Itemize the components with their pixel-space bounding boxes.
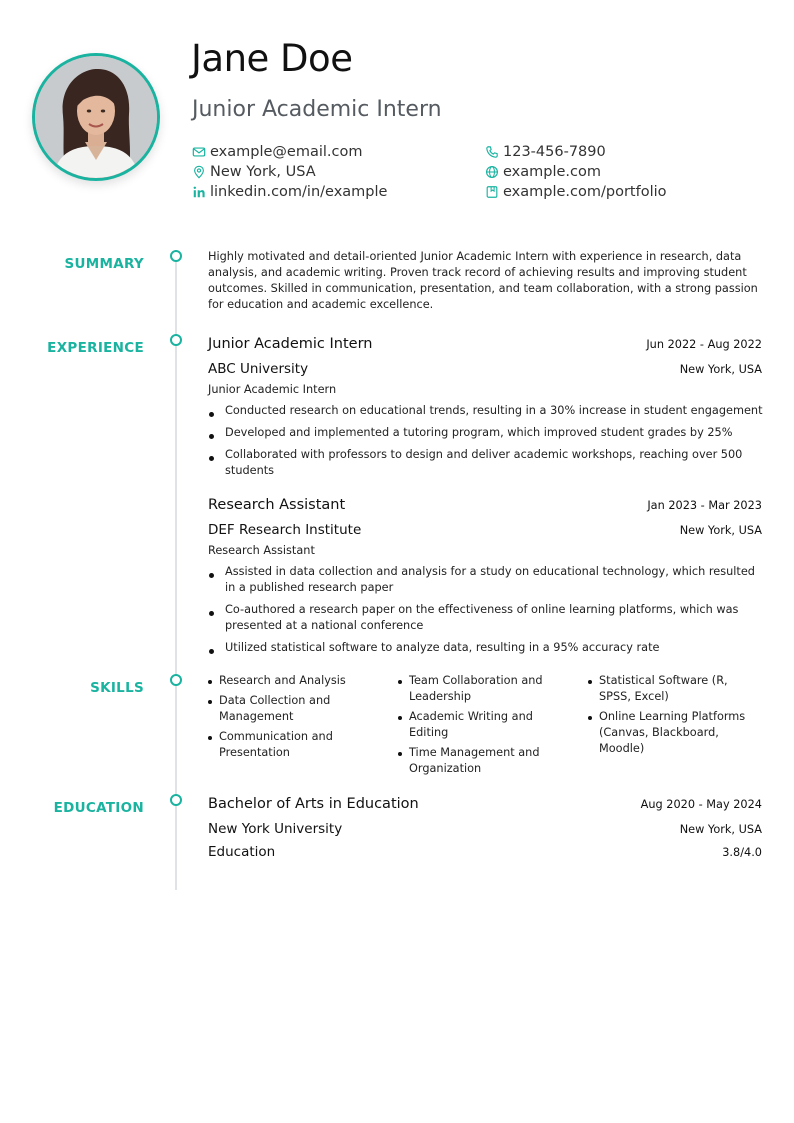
globe-icon [485,165,499,179]
achievement-item: Utilized statistical software to analyze data, resulting in a 95% accuracy rate [208,640,764,656]
skill-item: Online Learning Platforms (Canvas, Blackboard, Moodle) [588,709,753,757]
summary-timeline-dot [170,250,182,262]
gpa: 3.8/4.0 [722,846,762,859]
job-achievements [208,403,764,485]
education-dates: Aug 2020 - May 2024 [640,798,762,811]
candidate-name: Jane Doe [191,37,353,80]
education-timeline-dot [170,794,182,806]
section-heading-summary: SUMMARY [64,256,144,272]
skills-timeline-dot [170,674,182,686]
degree-title: Bachelor of Arts in Education [208,796,419,812]
skills-column-1 [208,673,373,765]
portrait-illustration [35,56,157,178]
location-text: New York, USA [210,164,316,180]
website-text: example.com [503,164,601,180]
experience-timeline-dot [170,334,182,346]
contact-location [192,162,316,182]
candidate-title: Junior Academic Intern [192,97,442,122]
map-pin-icon [192,165,206,179]
achievement-item: Co-authored a research paper on the effectiveness of online learning platforms, which was presented at a national conference [208,602,764,634]
skill-item: Research and Analysis [208,673,373,689]
summary-text: Highly motivated and detail-oriented Junior Academic Intern with experience in research, data analysis, and academic writing. Proven track record of achieving results and improving student outcomes. Skilled in communication, presentation, and team collaboration, with a strong passion for education and academic excellence. [208,250,758,311]
company-name: DEF Research Institute [208,522,362,538]
school-location: New York, USA [679,823,762,836]
job-title: Junior Academic Intern [208,336,373,352]
section-heading-education: EDUCATION [53,800,144,816]
contact-phone[interactable] [485,142,606,162]
section-heading-skills: SKILLS [90,680,144,696]
phone-text: 123-456-7890 [503,144,606,160]
job-role: Research Assistant [208,544,315,557]
job-dates: Jan 2023 - Mar 2023 [647,499,762,512]
linkedin-text: linkedin.com/in/example [210,184,388,200]
achievement-item: Conducted research on educational trends, resulting in a 30% increase in student engagement [208,403,764,419]
portfolio-text: example.com/portfolio [503,184,667,200]
bookmark-icon [485,185,499,199]
skill-item: Academic Writing and Editing [398,709,563,741]
contact-email[interactable] [192,142,362,162]
job-location: New York, USA [679,524,762,537]
company-name: ABC University [208,361,309,377]
skill-item: Communication and Presentation [208,729,373,761]
mail-icon [192,145,206,159]
phone-icon [485,145,499,159]
contact-linkedin[interactable] [192,182,387,202]
linkedin-icon [192,185,206,199]
skills-column-3 [588,673,753,761]
achievement-item: Collaborated with professors to design and deliver academic workshops, reaching over 500 students [208,447,764,479]
field-of-study: Education [208,844,276,860]
job-role: Junior Academic Intern [208,383,337,396]
email-text: example@email.com [210,144,363,160]
skill-item: Time Management and Organization [398,745,563,777]
skills-column-2 [398,673,563,781]
school-name: New York University [208,821,343,837]
profile-photo [32,53,160,181]
achievement-item: Assisted in data collection and analysis for a study on educational technology, which resulted in a published research paper [208,564,764,596]
job-title: Research Assistant [208,497,346,513]
skill-item: Team Collaboration and Leadership [398,673,563,705]
skill-item: Data Collection and Management [208,693,373,725]
job-dates: Jun 2022 - Aug 2022 [646,338,762,351]
skill-item: Statistical Software (R, SPSS, Excel) [588,673,753,705]
job-location: New York, USA [679,363,762,376]
contact-website[interactable] [485,162,601,182]
job-achievements [208,564,764,662]
contact-portfolio[interactable] [485,182,667,202]
achievement-item: Developed and implemented a tutoring program, which improved student grades by 25% [208,425,764,441]
section-heading-experience: EXPERIENCE [47,340,144,356]
